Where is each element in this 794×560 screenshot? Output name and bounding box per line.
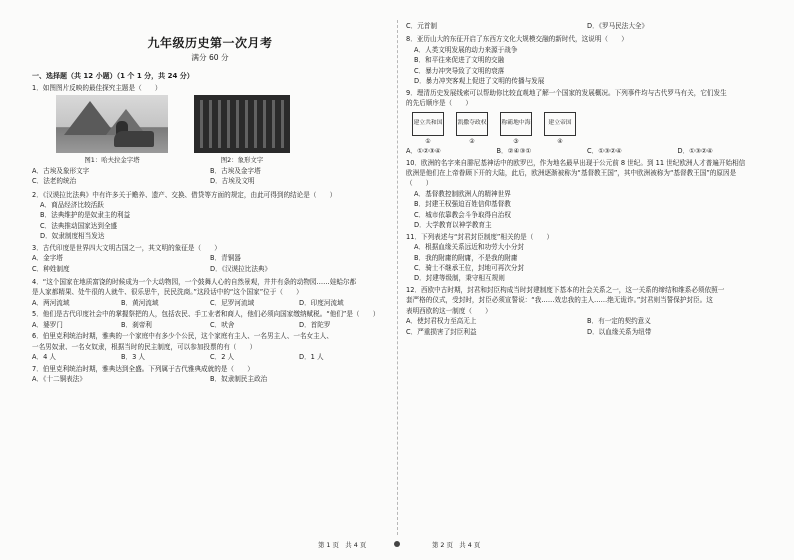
event-number: ② [469, 137, 475, 145]
option-d: D．首陀罗 [299, 320, 331, 329]
option-c: C．城市依靠教会斗争取得自治权 [414, 210, 511, 219]
option-c: C．暴力冲突导致了文明的衰落 [414, 66, 505, 75]
option-b: B．封建王权强迫百姓信仰基督教 [414, 200, 511, 209]
option-b: B．我的附庸的附庸，不是我的附庸 [414, 253, 518, 262]
option-a: A．①②③④ [406, 147, 441, 156]
question-1 [32, 84, 388, 188]
question-10 [406, 159, 768, 230]
option-c: C．法典推动国家达到全盛 [40, 221, 118, 230]
option-a: A．商品经济比较活跃 [40, 200, 104, 209]
option-c: C．元首制 [406, 22, 437, 30]
question-stem-line: 的先后顺序是（ ） [406, 99, 472, 108]
left-column [32, 22, 388, 388]
option-b: B．有一定的契约意义 [587, 317, 651, 326]
question-stem-line: 12．西欧中古时期，封君和封臣构成当时封建制度下基本的社会关系之一，这一关系的缔结和维系必须依照一 [406, 285, 725, 294]
option-c: C．尼罗河流域 [210, 298, 255, 307]
event-number: ④ [557, 137, 563, 145]
question-7 [32, 365, 388, 386]
option-c: C．2 人 [210, 353, 235, 362]
options [406, 317, 768, 338]
event-box: 凯撒夺政权 [456, 112, 488, 136]
options [32, 375, 388, 385]
options [406, 22, 768, 32]
figure-caption: 图1：哈夫拉金字塔 [84, 156, 140, 165]
options [406, 147, 768, 155]
option-a: A．根据血缘关系远近和功劳大小分封 [414, 243, 525, 252]
exam-title: 九年级历史第一次月考 [147, 36, 273, 50]
option-d: D．1 人 [299, 353, 324, 362]
question-stem-line: 套严格的仪式，受封时，封臣必须宣誓说：“我……效忠我的主人……绝无诡诈。”封君则当誓保护封臣。这 [406, 296, 713, 305]
figure-hieroglyph [194, 95, 290, 164]
option-d: D．《汉谟拉比法典》 [210, 264, 272, 273]
figure-caption: 图2：象形文字 [220, 156, 264, 165]
page-number-left: 第 1 页 共 4 页 [318, 541, 367, 549]
event-boxes [412, 112, 768, 136]
question-stem: 5．他们是古代印度社会中的掌握祭把的人，包括农民、手工业者和商人，他们必须向国家缴纳赋税。“他们”是（ ） [32, 310, 380, 319]
event-box: 称霸地中海 [500, 112, 532, 136]
question-9 [406, 89, 768, 156]
question-7-continued [406, 22, 768, 32]
option-a: A．《十二铜表法》 [32, 374, 86, 383]
option-b: B．青铜器 [210, 254, 241, 263]
question-1-figures [56, 95, 388, 164]
question-stem: 7．伯里克利统治时期，雅典达到全盛。下列属于古代雅典成就的是（ ） [32, 364, 254, 373]
option-b: B．3 人 [121, 353, 146, 362]
option-c: C．种姓制度 [32, 264, 70, 273]
exam-score: 满分 60 分 [191, 53, 229, 63]
option-b: B．②④③① [496, 147, 532, 156]
question-stem-line: 表明西欧的这一制度（ ） [406, 306, 492, 315]
pyramid-photo [56, 95, 168, 153]
option-a: A．使封君权力至高无上 [406, 317, 477, 326]
option-a: A．两河流域 [32, 298, 70, 307]
options [32, 299, 388, 307]
page-fold-divider [397, 20, 398, 535]
option-b: B．奴隶制民主政治 [210, 374, 268, 383]
option-b: B．和平往来促进了文明的交融 [414, 56, 505, 65]
question-stem: 1．如图图片反映的最佳探究主题是（ ） [32, 84, 162, 93]
option-b: B．古埃及金字塔 [210, 166, 261, 175]
option-d: D．《罗马民法大全》 [587, 22, 649, 30]
option-b: B．法典维护的是奴隶主的利益 [40, 211, 131, 220]
question-stem-line: 6．伯里克利统治时期，雅典的一个家庭中有多少个公民，这个家庭有主人、一名男主人、一名女主人、 [32, 332, 333, 341]
question-3 [32, 244, 388, 275]
question-5 [32, 310, 388, 329]
option-c: C．严重损害了封臣利益 [406, 327, 477, 336]
question-12 [406, 286, 768, 338]
option-d: D．①③②④ [677, 147, 713, 156]
option-a: A．4 人 [32, 353, 56, 362]
option-d: D．以血缘关系为纽带 [587, 327, 652, 336]
question-stem-line: 10．欧洲的名字来自腓尼基神话中的欧罗巴，作为地名最早出现于公元前 8 世纪。到 11 世纪欧洲人才普遍开始相信 [406, 158, 746, 167]
option-c: C．法老的统治 [32, 177, 77, 186]
option-a: A．婆罗门 [32, 320, 63, 329]
option-c: C．吠舍 [210, 320, 235, 329]
page-number-right: 第 2 页 共 4 页 [432, 541, 481, 549]
option-b: B．刹帝利 [121, 320, 152, 329]
option-c: C．①③②④ [587, 147, 622, 156]
question-stem: 3．古代印度是世界四大文明古国之一，其文明的象征是（ ） [32, 243, 221, 252]
options [32, 353, 388, 361]
option-a: A．古埃及象形文字 [32, 166, 90, 175]
question-6 [32, 332, 388, 361]
option-d: D．奴隶制度相当发达 [40, 232, 105, 241]
option-c: C．骑士不继承王位，封地可再次分封 [414, 263, 525, 272]
question-stem-line: 欧洲是他们在上帝眷顾下开的大陆，此后，欧洲逐渐被称为“基督教王国”，其中欧洲被称为“基督教王国”的原因是 [406, 169, 737, 178]
question-8 [406, 35, 768, 85]
options [32, 321, 388, 329]
event-box: 建立共和国 [412, 112, 444, 136]
option-d: D．印度河流域 [299, 298, 344, 307]
question-11 [406, 233, 768, 283]
question-2 [32, 191, 388, 241]
option-d: D．暴力冲突客观上促进了文明的传播与发展 [414, 77, 545, 86]
question-stem-line: （ ） [406, 179, 433, 188]
binding-hole-icon [394, 541, 400, 547]
event-number: ③ [513, 137, 519, 145]
event-number: ① [425, 137, 431, 145]
option-d: D．封建等级制，秉守相互规则 [414, 274, 505, 283]
option-a: A．金字塔 [32, 254, 63, 263]
question-stem-line: 是人家都精果、处牛很的人就牛、很乐思牛，民民洗商。”这段话中的“这个国家”位于（ ） [32, 288, 303, 297]
section-heading: 一、选择题（共 12 小题）（1 个 1 分，共 24 分） [32, 72, 194, 81]
question-stem: 8．亚历山大的东征开启了东西方文化大规模交融的新时代，这说明（ ） [406, 35, 628, 44]
options [32, 254, 388, 275]
question-stem: 11．下列表述与“封君封臣制度”相关的是（ ） [406, 232, 554, 241]
question-stem-line: 9．理清历史发展线索可以帮助你比较直观地了解一个国家的发展概况。下列事件均与古代罗马有关，它们发生 [406, 88, 727, 97]
event-numbers [412, 138, 768, 146]
question-4 [32, 278, 388, 307]
question-stem-line: 一名男奴隶、一名女奴隶，根据当时的民主制度，可以参加投票的有（ ） [32, 342, 257, 351]
figure-pyramid [56, 95, 168, 164]
options [32, 167, 388, 188]
event-box: 建立帝国 [544, 112, 576, 136]
option-d: D．大学教育以神学教育主 [414, 221, 492, 230]
question-stem-line: 4．“这个国家在地质富饶的时候成为一个大动物园，一个鼓舞人心的自然景观，井井有条的动物园……娃蛤尔都 [32, 278, 357, 287]
option-d: D．古埃及文明 [210, 177, 255, 186]
option-a: A．基督教控制欧洲人的精神世界 [414, 189, 511, 198]
question-stem: 2．《汉谟拉比法典》中有许多关于赡养、遗产、交换、借贷等方面的规定，由此可得到的结论是（ ） [32, 190, 337, 199]
option-b: B．黄河流域 [121, 298, 159, 307]
hieroglyph-photo [194, 95, 290, 153]
right-column [406, 22, 768, 341]
option-a: A．人类文明发展的动力来源于战争 [414, 45, 518, 54]
